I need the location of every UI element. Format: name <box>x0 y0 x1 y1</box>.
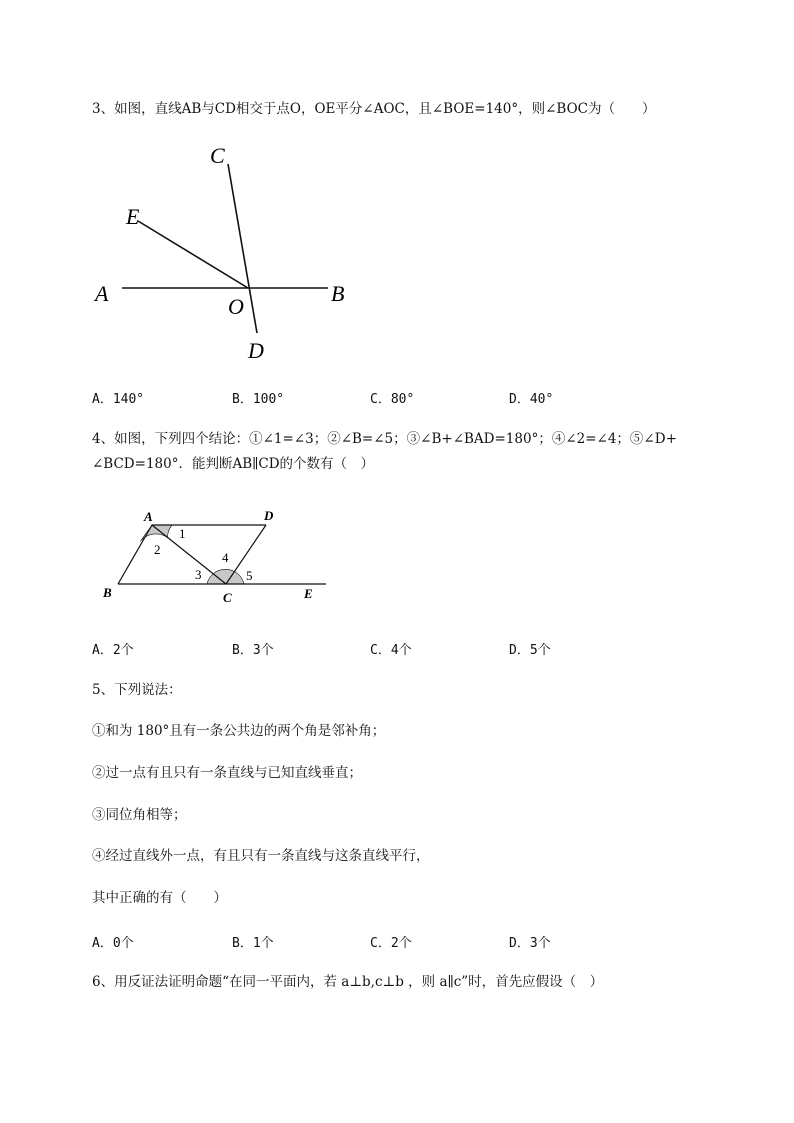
q4-figure <box>96 503 336 608</box>
angle-1-label: 1 <box>179 526 186 541</box>
q4-option-d[interactable]: D．5个 <box>509 643 551 658</box>
angle-34-mark <box>207 569 244 584</box>
q3-option-c[interactable]: C．80° <box>370 392 415 407</box>
point-e: E <box>304 586 313 601</box>
q5-option-a[interactable]: A．0个 <box>92 936 134 951</box>
q5-item-3: ③同位角相等； <box>92 807 187 823</box>
q4-stem-line1: 4、如图，下列四个结论：①∠1=∠3；②∠B=∠5；③∠B+∠BAD=180°；④∠2=∠4；⑤∠D+ <box>92 431 677 447</box>
label-d: D <box>248 338 264 363</box>
q3-stem: 3、如图，直线AB与CD相交于点O，OE平分∠AOC，且∠BOE=140°，则∠BOC为（ ） <box>92 101 656 117</box>
segment-ab <box>118 525 152 584</box>
q6-stem: 6、用反证法证明命题“在同一平面内，若 a⊥b,c⊥b ，则 a∥c”时，首先应假设（ ） <box>92 974 604 990</box>
label-e: E <box>126 204 140 229</box>
q5-option-b[interactable]: B．1个 <box>232 936 274 951</box>
q3-figure <box>88 138 368 368</box>
angle-4-label: 4 <box>222 550 229 565</box>
label-a: A <box>95 281 109 306</box>
q5-item-4: ④经过直线外一点，有且只有一条直线与这条直线平行， <box>92 848 430 864</box>
q4-stem-line2: ∠BCD=180°．能判断AB∥CD的个数有（ ） <box>92 456 375 472</box>
label-c: C <box>210 143 225 168</box>
label-o: O <box>228 294 244 319</box>
q4-option-a[interactable]: A．2个 <box>92 643 134 658</box>
q4-option-b[interactable]: B．3个 <box>232 643 274 658</box>
q5-stem: 5、下列说法： <box>92 682 182 698</box>
angle-5-label: 5 <box>246 568 253 583</box>
q5-tail: 其中正确的有（ ） <box>92 890 227 906</box>
q5-item-1: ①和为 180°且有一条公共边的两个角是邻补角； <box>92 723 386 739</box>
point-c: C <box>223 590 232 605</box>
segment-ac <box>152 525 226 584</box>
q5-option-d[interactable]: D．3个 <box>509 936 551 951</box>
point-a: A <box>144 509 153 524</box>
q5-option-c[interactable]: C．2个 <box>370 936 412 951</box>
angle-3-label: 3 <box>195 567 202 582</box>
label-b: B <box>331 281 345 306</box>
point-d: D <box>264 508 274 523</box>
angle-2-label: 2 <box>154 542 161 557</box>
q3-option-b[interactable]: B．100° <box>232 392 285 407</box>
q4-option-c[interactable]: C．4个 <box>370 643 412 658</box>
point-b: B <box>103 585 112 600</box>
q3-option-a[interactable]: A．140° <box>92 392 145 407</box>
ray-oe <box>138 221 248 288</box>
q5-item-2: ②过一点有且只有一条直线与已知直线垂直； <box>92 765 362 781</box>
q3-option-d[interactable]: D．40° <box>509 392 554 407</box>
